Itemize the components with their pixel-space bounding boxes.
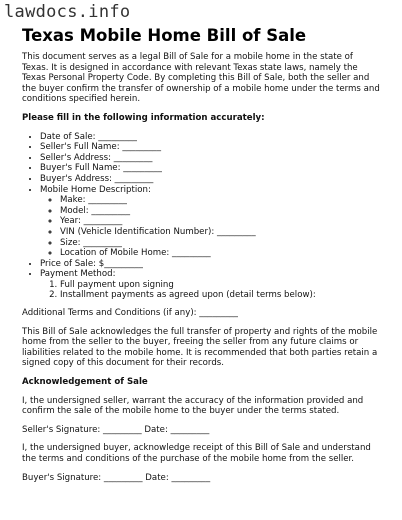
field-buyer-name: • Buyer's Full Name: _________ xyxy=(40,163,382,174)
payment-option-installment: 2. Installment payments as agreed upon (detail terms below): xyxy=(60,290,382,301)
field-seller-name: • Seller's Full Name: _________ xyxy=(40,142,382,153)
field-vin: ◦ VIN (Vehicle Identification Number): _________ xyxy=(60,227,382,238)
field-seller-address: • Seller's Address: _________ xyxy=(40,153,382,164)
buyer-signature-line: Buyer's Signature: _________ Date: _________ xyxy=(22,472,211,483)
additional-terms: Additional Terms and Conditions (if any): _________ xyxy=(22,308,238,319)
field-location: ◦ Location of Mobile Home: _________ xyxy=(60,248,382,259)
payment-options-list xyxy=(40,280,382,301)
field-model: ◦ Model: _________ xyxy=(60,206,382,217)
field-buyer-address: • Buyer's Address: _________ xyxy=(40,174,382,185)
description-sublist xyxy=(40,195,382,259)
field-price-of-sale: • Price of Sale: $_________ xyxy=(40,259,382,270)
acknowledgement-paragraph: This Bill of Sale acknowledges the full transfer of property and rights of the mobile home from the seller to the buyer, freeing the seller from any future claims or liabilities related to the mobile home. It is recommended that both parties retain a signed copy of this document for their records. xyxy=(22,326,378,369)
field-payment-method xyxy=(40,269,382,301)
field-date-of-sale: • Date of Sale: _________ xyxy=(40,132,382,143)
field-size: ◦ Size: _________ xyxy=(60,238,382,249)
information-fields-list xyxy=(22,132,382,302)
seller-statement: I, the undersigned seller, warrant the accuracy of the information provided and confirm the sale of the mobile home to the buyer under the terms stated. xyxy=(22,395,364,417)
instruction-heading: Please fill in the following information accurately: xyxy=(22,112,265,123)
field-year: ◦ Year: _________ xyxy=(60,216,382,227)
payment-option-full: 1. Full payment upon signing xyxy=(60,280,382,291)
field-mobile-home-description xyxy=(40,185,382,259)
document-title: Texas Mobile Home Bill of Sale xyxy=(22,26,307,45)
buyer-statement: I, the undersigned buyer, acknowledge receipt of this Bill of Sale and understand the terms and conditions of the purchase of the mobile home from the seller. xyxy=(22,443,371,464)
site-watermark: lawdocs.info xyxy=(4,2,131,22)
intro-paragraph: This document serves as a legal Bill of Sale for a mobile home in the state of Texas. It is designed in accordance with relevant Texas state laws, namely the Texas Personal Property Code. By completing this Bill of Sale, both the seller and the buyer confirm the transfer of ownership of a mobile home under the terms and conditions specified herein. xyxy=(22,52,380,105)
mobile-home-description-label: Mobile Home Description: xyxy=(40,184,151,195)
seller-signature-line: Seller's Signature: _________ Date: _________ xyxy=(22,424,210,435)
field-make: ◦ Make: _________ xyxy=(60,195,382,206)
document-page xyxy=(22,26,382,491)
acknowledgement-heading: Acknowledgement of Sale xyxy=(22,377,148,388)
payment-method-label: Payment Method: xyxy=(40,269,116,280)
